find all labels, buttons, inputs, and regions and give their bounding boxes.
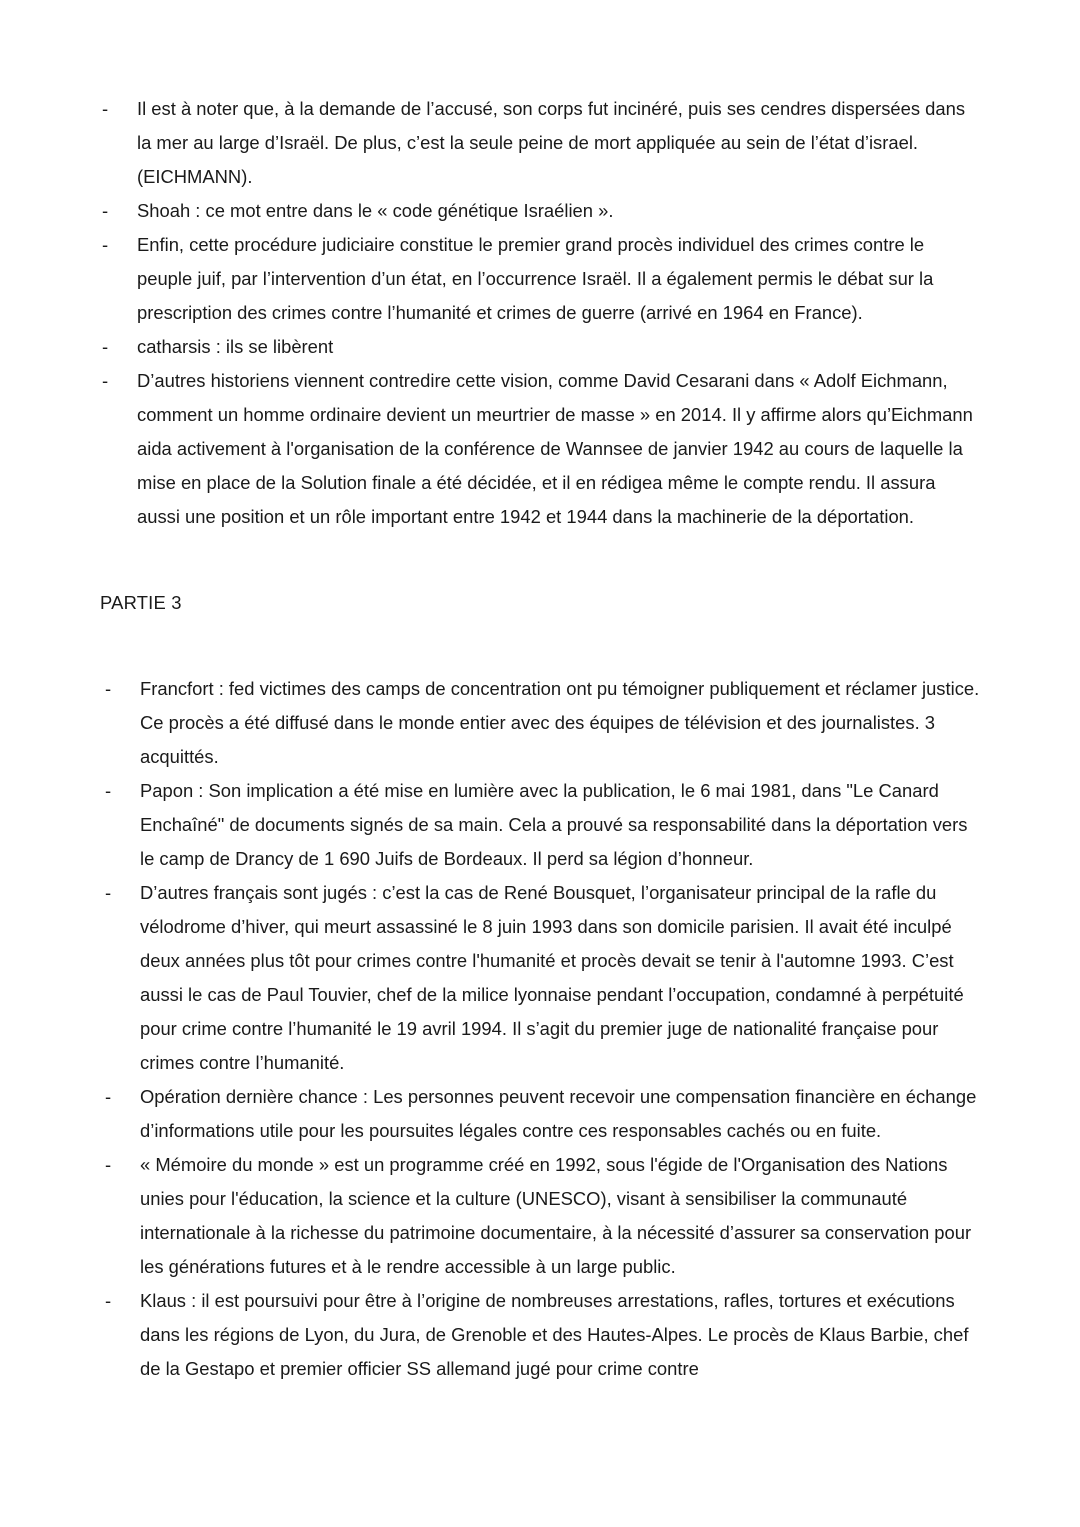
bullet-dash-icon: - [105, 1086, 112, 1107]
list-item-text: D’autres historiens viennent contredire cette vision, comme David Cesarani dans « Adolf Eichmann, comment un homme ordinaire devient un meurtrier de masse » en 2014. Il y affirme alors qu’Eichmann aida activement à l'organisation de la conférence de Wannsee de janvier 1942 au cours de laquelle la mise en place de la Solution finale a été décidée, et il en rédigea même le compte rendu. Il assura aussi une position et un rôle important entre 1942 et 1944 dans la machinerie de la déportation. [137, 370, 973, 527]
list-item-text: « Mémoire du monde » est un programme créé en 1992, sous l'égide de l'Organisation des Nations unies pour l'éducation, la science et la culture (UNESCO), visant à sensibiliser la communauté internationale à la richesse du patrimoine documentaire, à la nécessité d’assurer sa conservation pour les générations futures et à le rendre accessible à un large public. [140, 1154, 972, 1277]
list-item [100, 92, 980, 194]
list-item-text: D’autres français sont jugés : c’est la cas de René Bousquet, l’organisateur principal de la rafle du vélodrome d’hiver, qui meurt assassiné le 8 juin 1993 dans son domicile parisien. Il avait été inculpé deux années plus tôt pour crimes contre l'humanité et procès devait se tenir à l'automne 1993. C’est aussi le cas de Paul Touvier, chef de la milice lyonnaise pendant l’occupation, condamné à perpétuité pour crime contre l’humanité le 19 avril 1994. Il s’agit du premier juge de nationalité française pour crimes contre l’humanité. [140, 882, 964, 1073]
bullet-list-section-1 [100, 92, 980, 534]
list-item [103, 672, 980, 774]
list-item-text: Enfin, cette procédure judiciaire constitue le premier grand procès individuel des crimes contre le peuple juif, par l’intervention d’un état, en l’occurrence Israël. Il a également permis le débat sur la prescription des crimes contre l’humanité et crimes de guerre (arrivé en 1964 en France). [137, 234, 934, 323]
list-item-text: Shoah : ce mot entre dans le « code génétique Israélien ». [137, 200, 614, 221]
bullet-dash-icon: - [102, 336, 109, 357]
list-item-text: catharsis : ils se libèrent [137, 336, 334, 357]
list-item [103, 774, 980, 876]
list-item-text: Opération dernière chance : Les personnes peuvent recevoir une compensation financière en échange d’informations utile pour les poursuites légales contre ces responsables cachés ou en fuite. [140, 1086, 977, 1141]
list-item [100, 330, 980, 364]
bullet-dash-icon: - [102, 370, 109, 391]
bullet-dash-icon: - [105, 1154, 112, 1175]
bullet-dash-icon: - [105, 780, 112, 801]
bullet-dash-icon: - [105, 678, 112, 699]
bullet-dash-icon: - [102, 98, 109, 119]
spacer [100, 534, 980, 586]
bullet-list-section-2 [100, 672, 980, 1386]
list-item-text: Papon : Son implication a été mise en lumière avec la publication, le 6 mai 1981, dans "Le Canard Enchaîné" de documents signés de sa main. Cela a prouvé sa responsabilité dans la déportation vers le camp de Drancy de 1 690 Juifs de Bordeaux. Il perd sa légion d’honneur. [140, 780, 968, 869]
list-item [100, 194, 980, 228]
list-item [100, 364, 980, 534]
spacer [100, 620, 980, 672]
section-heading-partie-3: PARTIE 3 [100, 592, 182, 613]
list-item [103, 1284, 980, 1386]
bullet-dash-icon: - [102, 200, 109, 221]
list-item [103, 1080, 980, 1148]
list-item-text: Francfort : fed victimes des camps de concentration ont pu témoigner publiquement et réclamer justice. Ce procès a été diffusé dans le monde entier avec des équipes de télévision et des journalistes. 3 acquittés. [140, 678, 980, 767]
bullet-dash-icon: - [102, 234, 109, 255]
bullet-dash-icon: - [105, 1290, 112, 1311]
bullet-dash-icon: - [105, 882, 112, 903]
list-item [103, 1148, 980, 1284]
list-item-text: Il est à noter que, à la demande de l’accusé, son corps fut incinéré, puis ses cendres dispersées dans la mer au large d’Israël. De plus, c’est la seule peine de mort appliquée au sein de l’état d’israel. (EICHMANN). [137, 98, 966, 187]
document-body [100, 92, 980, 1386]
list-item-text: Klaus : il est poursuivi pour être à l’origine de nombreuses arrestations, rafles, tortures et exécutions dans les régions de Lyon, du Jura, de Grenoble et des Hautes-Alpes. Le procès de Klaus Barbie, chef de la Gestapo et premier officier SS allemand jugé pour crime contre [140, 1290, 969, 1379]
list-item [100, 228, 980, 330]
list-item [103, 876, 980, 1080]
